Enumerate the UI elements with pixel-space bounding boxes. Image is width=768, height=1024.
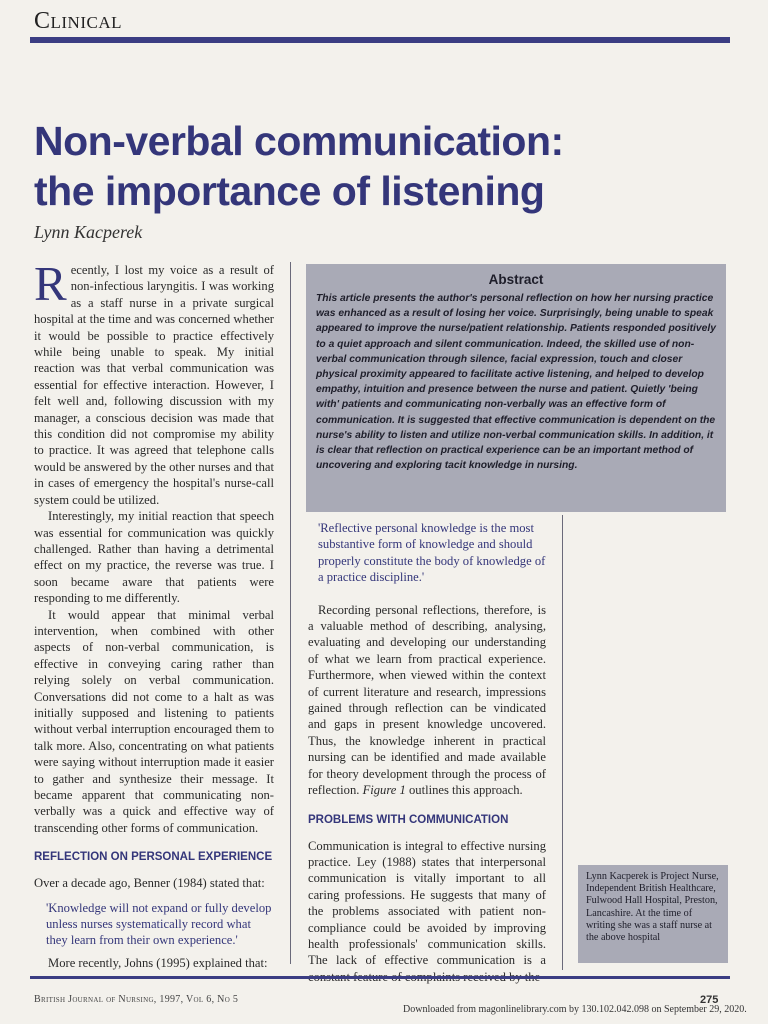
paragraph: Interestingly, my initial reaction that speech was essential for communication was quickly challenged. Rather than having a detrimental effect on my practice, the reverse was true. I soon became aware that patients were responding to me differently. (34, 509, 274, 606)
download-notice: Downloaded from magonlinelibrary.com by 130.102.042.098 on September 29, 2020. (403, 1004, 747, 1015)
page-number: 275 (700, 994, 719, 1006)
paragraph (34, 256, 274, 508)
section-heading: PROBLEMS WITH COMMUNICATION (308, 813, 509, 826)
paragraph: Communication is integral to effective nursing practice. Ley (1988) states that interpersonal communication is vitally important to all caring professions. He suggests that many of the problems associated with patient non-compliance could be avoided by improving health professionals' communication skills. The lack of effective communication is a (308, 838, 546, 968)
pull-quote: 'Reflective personal knowledge is the most substantive form of knowledge and should properly constitute the body of knowledge of a practice discipline.' (318, 521, 546, 585)
title-line-2: the importance of listening (34, 168, 545, 214)
header-rule (30, 37, 730, 43)
left-column (34, 256, 274, 971)
author-bio-box: Lynn Kacperek is Project Nurse, Independent British Healthcare, Fulwood Hall Hospital, Preston, Lancashire. At the time of writing she was a staff nurse at the above hospital (578, 865, 728, 963)
section-heading: REFLECTION ON PERSONAL EXPERIENCE (34, 851, 273, 864)
paragraph: Over a decade ago, Benner (1984) stated that: (34, 876, 265, 891)
article-title (34, 116, 634, 216)
drop-cap: R (34, 256, 67, 311)
figure-reference: Figure 1 (362, 783, 406, 798)
paragraph: It would appear that minimal verbal intervention, when combined with other aspects of non-verbal communication, is effective in conveying caring rather than relying solely on verbal communication. Conversations did not come to a halt as was initially supposed and listening to patients without verbal interruption encouraged them to talk more. Also, concentrating on what patients were saying without interruption made it easier to gather and synthesize their message. It became apparent that communicating non-verbally was a quick and effective way of transcending other forms of communication. (34, 607, 274, 835)
paragraph (308, 602, 546, 799)
title-line-1: Non-verbal communication: (34, 118, 564, 164)
middle-column (308, 520, 546, 985)
journal-citation: British Journal of Nursing, 1997, Vol 6, No 5 (34, 994, 239, 1005)
author-name: Lynn Kacperek (34, 222, 143, 242)
paragraph-text: Recording personal reflections, therefore, is a valuable method of describing, analysing, evaluating and developing our understanding of what we learn from practical experience. Furthermore, when viewed within the context of current literature and research, impressions gained through reflection can be vindicated and gaps in present knowledge uncovered. Thus, the knowledge inherent in practical nursing can be identified and made available for theory development through the process of reflection. (308, 602, 546, 798)
sidebar-rule (562, 515, 563, 970)
section-label: Clinical (34, 8, 122, 34)
column-divider (290, 262, 291, 964)
paragraph-text: ecently, I lost my voice as a result of non-infectious laryngitis. I was working as a staff nurse in a private surgical hospital at the time and was concerned whether it would be possible to practice effectively while being unable to speak. My initial reaction was that verbal communication was essential for effective interaction. However, I felt well and, following discussion with my manager, a conscious decision was made that this condition did not compromise my ability to practice. It was agreed that telephone calls would be answered by the other nurses and that in cases of emergency the hospital's nurse-call system could be utilized. (34, 263, 274, 507)
pull-quote: 'Knowledge will not expand or fully develop unless nurses systematically record what they learn from their own experience.' (46, 900, 272, 948)
paragraph-text: outlines this approach. (408, 783, 523, 798)
paragraph: More recently, Johns (1995) explained that: (48, 955, 268, 970)
abstract-box (306, 264, 726, 512)
abstract-title: Abstract (488, 272, 544, 287)
abstract-text: This article presents the author's personal reflection on how her nursing practice was enhanced as a result of losing her voice. Surprisingly, being unable to speak appeared to improve the nurse/patient relationship. Patients responded positively to a quiet approach and silent communication. Indeed, the skilled use of non-verbal communication through silence, facial expression, touch and closer physical proximity appeared to facilitate active listening, and helped to develop empathy, intuition and presence between the nurse and patient. Quietly 'being with' patients and communicating non-verbally was an effective form of communication. It is suggested that effective communication is dependent on the nurse's ability to listen and utilize non-verbal communication skills. In addition, it is clear that reflection on practical experience can be an important method of uncovering and exploring tacit knowledge in nursing. (316, 293, 716, 472)
footer-rule (30, 976, 730, 979)
